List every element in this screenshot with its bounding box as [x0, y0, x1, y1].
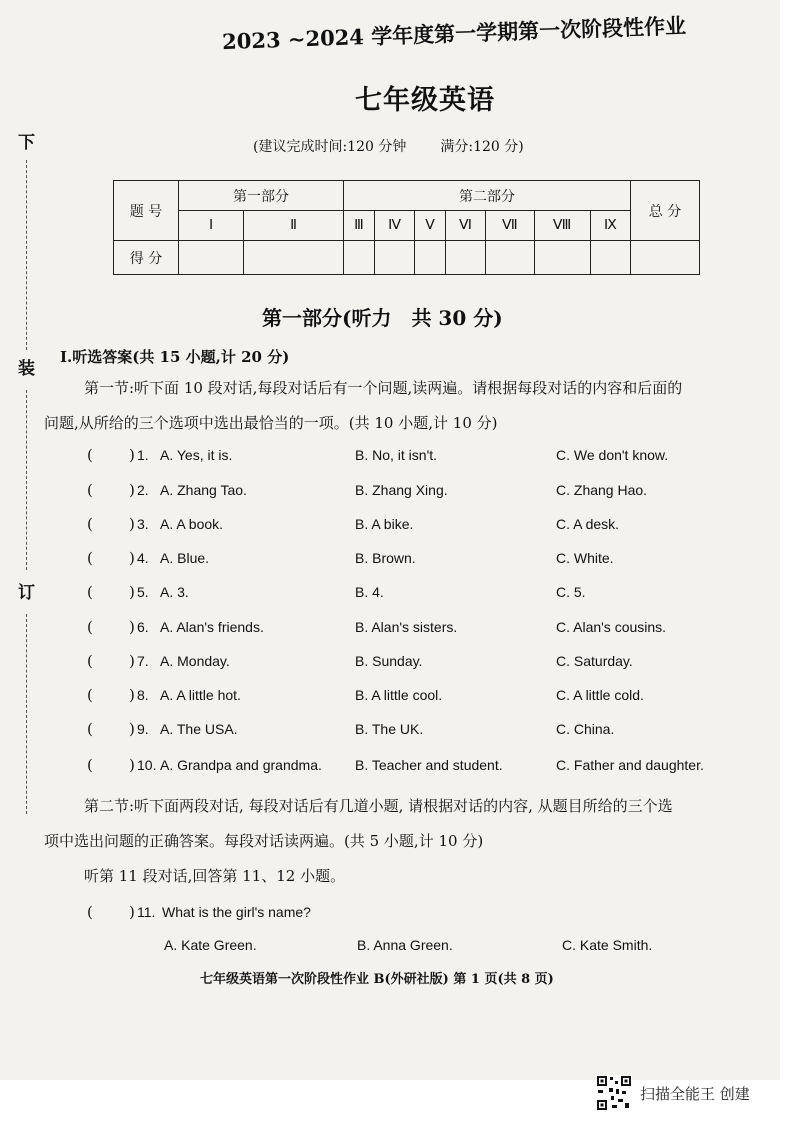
part1-header: 第一部分 [179, 181, 344, 211]
margin-cut-line [26, 390, 27, 570]
total-score-cell[interactable] [631, 241, 700, 275]
option-a: A. Kate Green. [164, 937, 257, 953]
option-a: A. The USA. [160, 721, 238, 737]
option-b: B. No, it isn't. [355, 447, 438, 463]
score-cell[interactable] [590, 241, 630, 275]
section-numeral: Ⅷ [534, 211, 590, 241]
option-c: C. Father and daughter. [556, 757, 704, 773]
option-c: C. Kate Smith. [562, 937, 653, 953]
option-b: B. A little cool. [355, 687, 443, 703]
margin-label-xia: 下 [18, 133, 35, 153]
answer-blank-close: ) [129, 686, 135, 704]
option-c: C. Saturday. [556, 653, 633, 669]
answer-blank[interactable]: ( [87, 549, 93, 567]
question-number: 6. [137, 619, 149, 635]
question-number: 4. [137, 550, 149, 566]
score-cell[interactable] [486, 241, 534, 275]
time-note: (建议完成时间:120 分钟 [253, 139, 407, 155]
section-numeral: Ⅶ [486, 211, 534, 241]
option-a: A. Grandpa and grandma. [160, 757, 322, 773]
option-b: B. The UK. [355, 721, 424, 737]
option-c: C. Alan's cousins. [556, 619, 667, 635]
option-c: C. A little cold. [556, 687, 644, 703]
answer-blank-close: ) [129, 549, 135, 567]
section-numeral: Ⅴ [415, 211, 446, 241]
section2-instruction-line2: 项中选出问题的正确答案。每段对话读两遍。(共 5 小题,计 10 分) [44, 832, 484, 850]
score-cell[interactable] [534, 241, 590, 275]
margin-cut-line [26, 614, 27, 814]
answer-blank[interactable]: ( [87, 618, 93, 636]
option-b: B. Sunday. [355, 653, 423, 669]
dialog-note: 听第 11 段对话,回答第 11、12 小题。 [84, 867, 346, 885]
option-c: C. A desk. [556, 516, 620, 532]
answer-blank[interactable]: ( [87, 903, 93, 921]
row-label-number: 题 号 [114, 181, 179, 241]
question-number: 11. [137, 904, 156, 920]
subject-title: 七年级英语 [355, 85, 495, 116]
answer-blank[interactable]: ( [87, 720, 93, 738]
option-a: A. Blue. [160, 550, 210, 566]
page-footer: 七年级英语第一次阶段性作业 B(外研社版) 第 1 页(共 8 页) [200, 972, 554, 987]
option-b: B. Brown. [355, 550, 416, 566]
question-number: 1. [137, 447, 149, 463]
option-c: C. 5. [556, 584, 586, 600]
score-cell[interactable] [374, 241, 414, 275]
option-a: A. 3. [160, 584, 189, 600]
score-cell[interactable] [344, 241, 375, 275]
option-a: A. A little hot. [160, 687, 241, 703]
option-c: C. We don't know. [556, 447, 669, 463]
answer-blank-close: ) [129, 583, 135, 601]
option-c: C. Zhang Hao. [556, 482, 648, 498]
question-heading: Ⅰ.听选答案(共 15 小题,计 20 分) [60, 348, 290, 366]
margin-label-zhuang: 装 [18, 359, 35, 379]
section1-instruction-line2: 问题,从所给的三个选项中选出最恰当的一项。(共 10 小题,计 10 分) [44, 414, 498, 432]
option-a: A. Alan's friends. [160, 619, 264, 635]
exam-title: 2023 ~2024 学年度第一学期第一次阶段性作业 [221, 12, 687, 55]
question-number: 9. [137, 721, 149, 737]
answer-blank-close: ) [129, 481, 135, 499]
question-number: 3. [137, 516, 149, 532]
section1-instruction-line1: 第一节:听下面 10 段对话,每段对话后有一个问题,读两遍。请根据每段对话的内容和后面的 [84, 379, 683, 397]
score-cell[interactable] [244, 241, 344, 275]
row-label-score: 得 分 [114, 241, 179, 275]
option-b: B. Alan's sisters. [355, 619, 458, 635]
answer-blank-close: ) [129, 720, 135, 738]
score-cell[interactable] [415, 241, 446, 275]
exam-info [253, 136, 558, 156]
question-number: 8. [137, 687, 149, 703]
option-c: C. White. [556, 550, 614, 566]
qr-code-icon [596, 1075, 632, 1111]
question-number: 2. [137, 482, 149, 498]
answer-blank[interactable]: ( [87, 481, 93, 499]
option-a: A. Zhang Tao. [160, 482, 247, 498]
answer-blank-close: ) [129, 515, 135, 533]
margin-label-ding: 订 [18, 583, 35, 603]
part1-heading: 第一部分(听力 共 30 分) [262, 306, 503, 330]
option-b: B. 4. [355, 584, 384, 600]
section-numeral: Ⅳ [374, 211, 414, 241]
answer-blank-close: ) [129, 903, 135, 921]
answer-blank[interactable]: ( [87, 583, 93, 601]
question-number: 10. [137, 757, 157, 773]
option-b: B. Anna Green. [357, 937, 453, 953]
option-c: C. China. [556, 721, 615, 737]
answer-blank-close: ) [129, 446, 135, 464]
question-number: 5. [137, 584, 149, 600]
section-numeral: Ⅱ [244, 211, 344, 241]
score-cell[interactable] [445, 241, 485, 275]
score-cell[interactable] [179, 241, 244, 275]
section-numeral: Ⅵ [445, 211, 485, 241]
margin-cut-line [26, 160, 27, 350]
option-a: A. A book. [160, 516, 224, 532]
answer-blank-close: ) [129, 652, 135, 670]
option-b: B. Teacher and student. [355, 757, 503, 773]
section-numeral: Ⅸ [590, 211, 630, 241]
option-a: A. Yes, it is. [160, 447, 233, 463]
option-b: B. Zhang Xing. [355, 482, 448, 498]
total-header: 总 分 [631, 181, 700, 241]
answer-blank-close: ) [129, 618, 135, 636]
answer-blank[interactable]: ( [87, 686, 93, 704]
part2-header: 第二部分 [344, 181, 631, 211]
section-numeral: Ⅲ [344, 211, 375, 241]
option-a: A. Monday. [160, 653, 230, 669]
scanner-brand: 扫描全能王 创建 [640, 1085, 750, 1103]
answer-blank-close: ) [129, 756, 135, 774]
question-number: 7. [137, 653, 149, 669]
section2-instruction-line1: 第二节:听下面两段对话, 每段对话后有几道小题, 请根据对话的内容, 从题目所给的三个选 [84, 797, 673, 815]
answer-blank[interactable]: ( [87, 515, 93, 533]
score-note: 满分:120 分) [440, 139, 524, 155]
section-numeral: Ⅰ [179, 211, 244, 241]
answer-blank[interactable]: ( [87, 756, 93, 774]
answer-blank[interactable]: ( [87, 652, 93, 670]
option-b: B. A bike. [355, 516, 414, 532]
question-text: What is the girl's name? [162, 904, 311, 920]
score-table [113, 180, 700, 275]
answer-blank[interactable]: ( [87, 446, 93, 464]
